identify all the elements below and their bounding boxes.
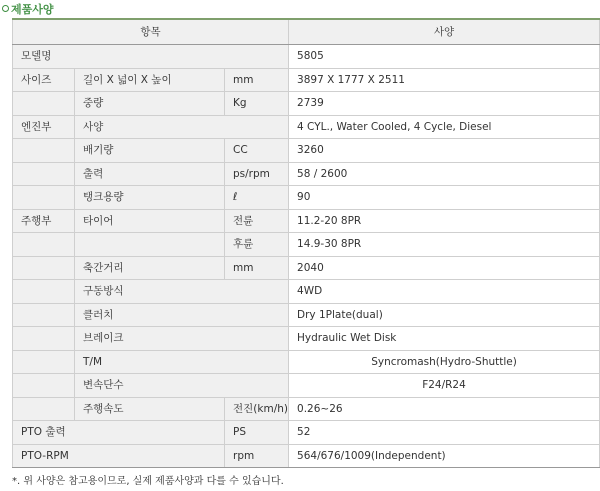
row-sub: 탱크용량 [75,186,225,210]
row-group [13,233,75,257]
row-unit: 전진(km/h) [225,397,289,421]
row-sub: 사양 [75,115,289,139]
table-row [13,350,600,374]
row-label: 모델명 [13,45,289,69]
row-group [13,350,75,374]
row-unit: mm [225,68,289,92]
row-value: F24/R24 [289,374,600,398]
footnote: *. 위 사양은 참고용이므로, 실제 제품사양과 다를 수 있습니다. [12,476,284,487]
row-sub: 배기량 [75,139,225,163]
section-title-text: 제품사양 [11,3,54,16]
section-title [2,2,54,18]
table-row [13,45,600,69]
row-value: Hydraulic Wet Disk [289,327,600,351]
header-spec: 사양 [289,19,600,45]
row-value: 11.2-20 8PR [289,209,600,233]
row-unit: rpm [225,444,289,468]
row-group [13,92,75,116]
table-row [13,139,600,163]
row-value: Syncromash(Hydro-Shuttle) [289,350,600,374]
spec-table [12,18,600,468]
row-unit: PS [225,421,289,445]
table-row [13,327,600,351]
row-value: 14.9-30 8PR [289,233,600,257]
row-group: 주행부 [13,209,75,233]
table-header-row [13,19,600,45]
row-group [13,397,75,421]
row-unit: Kg [225,92,289,116]
table-row [13,115,600,139]
row-unit: 전륜 [225,209,289,233]
row-group [13,256,75,280]
row-sub [75,233,225,257]
table-row [13,421,600,445]
row-group: 사이즈 [13,68,75,92]
row-sub: 중량 [75,92,225,116]
header-item: 항목 [13,19,289,45]
table-row [13,303,600,327]
row-group [13,186,75,210]
row-sub: 클러치 [75,303,289,327]
row-value: 52 [289,421,600,445]
row-sub: 구동방식 [75,280,289,304]
row-group [13,374,75,398]
table-row [13,186,600,210]
row-group: PTO-RPM [13,444,225,468]
row-sub: 변속단수 [75,374,289,398]
row-group [13,162,75,186]
row-sub: 브레이크 [75,327,289,351]
row-value: 4WD [289,280,600,304]
row-group [13,139,75,163]
row-sub: 주행속도 [75,397,225,421]
table-row [13,233,600,257]
row-sub: T/M [75,350,289,374]
row-value: 2040 [289,256,600,280]
row-value: Dry 1Plate(dual) [289,303,600,327]
row-sub: 길이 X 넓이 X 높이 [75,68,225,92]
row-unit: 후륜 [225,233,289,257]
row-value: 3897 X 1777 X 2511 [289,68,600,92]
circle-bullet-icon [2,5,9,12]
row-value: 4 CYL., Water Cooled, 4 Cycle, Diesel [289,115,600,139]
row-unit: ps/rpm [225,162,289,186]
table-row [13,397,600,421]
row-value: 3260 [289,139,600,163]
row-value: 564/676/1009(Independent) [289,444,600,468]
row-value: 2739 [289,92,600,116]
row-value: 58 / 2600 [289,162,600,186]
row-unit: mm [225,256,289,280]
row-group: PTO 출력 [13,421,225,445]
row-value: 90 [289,186,600,210]
table-row [13,374,600,398]
table-row [13,280,600,304]
table-row [13,209,600,233]
table-row [13,162,600,186]
row-group [13,280,75,304]
table-row [13,68,600,92]
row-sub: 타이어 [75,209,225,233]
table-row [13,92,600,116]
table-row [13,256,600,280]
row-sub: 축간거리 [75,256,225,280]
row-group: 엔진부 [13,115,75,139]
row-group [13,327,75,351]
row-value: 0.26~26 [289,397,600,421]
table-row [13,444,600,468]
row-sub: 출력 [75,162,225,186]
row-group [13,303,75,327]
row-unit: CC [225,139,289,163]
row-value: 5805 [289,45,600,69]
row-unit: ℓ [225,186,289,210]
